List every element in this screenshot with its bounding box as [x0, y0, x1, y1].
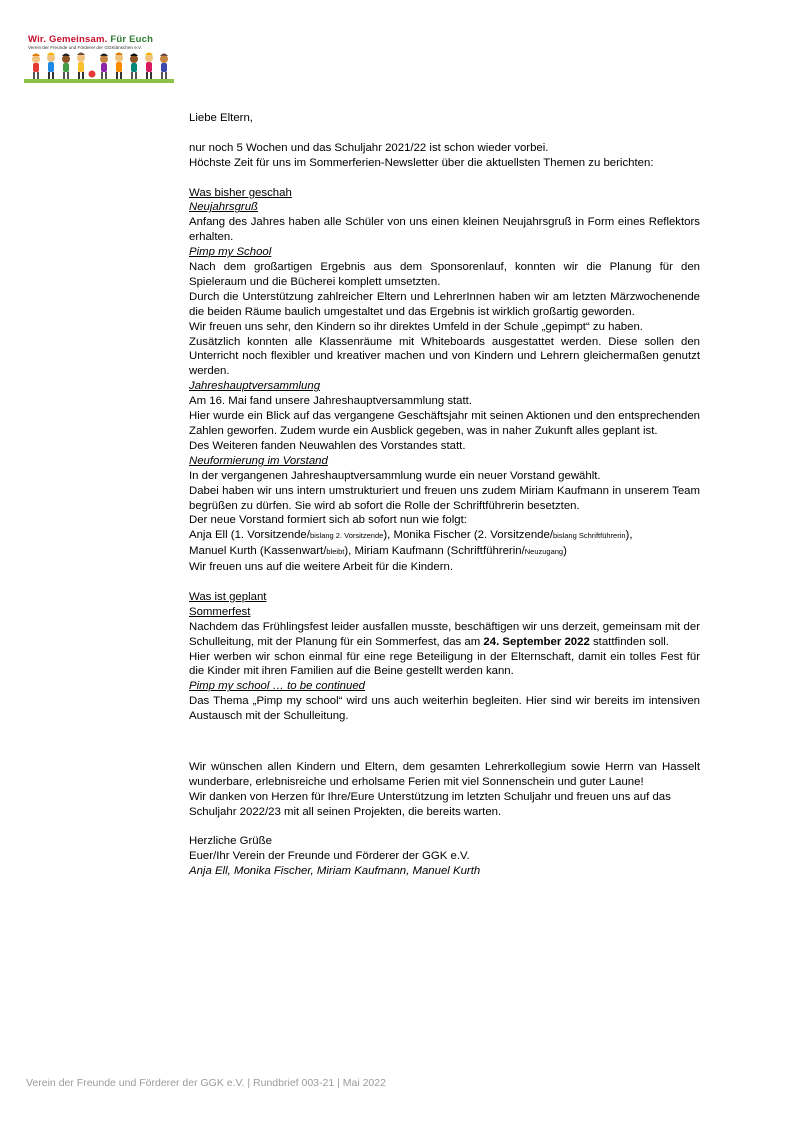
child-6: [115, 53, 123, 80]
sommerfest-text-b: stattfinden soll.: [592, 635, 669, 648]
intro-line-1: nur noch 5 Wochen und das Schuljahr 2021/22 ist schon wieder vorbei.: [189, 141, 549, 154]
logo-title-part2: Für Euch: [110, 34, 154, 45]
children-illustration: [24, 50, 174, 84]
page-footer: Verein der Freunde und Förderer der GGK e.V. | Rundbrief 003-21 | Mai 2022: [26, 1077, 386, 1089]
logo-title-part1: Wir. Gemeinsam.: [28, 34, 108, 45]
child-7: [130, 54, 138, 80]
paragraph-neu-2: Dabei haben wir uns intern umstrukturiert und freuen uns zudem Miriam Kaufmann in unserem Team begrüßen zu dürfen. Sie wird ab sofort die Rolle der Schriftführerin besetzten.: [189, 484, 700, 512]
board-member-kaufmann: Miriam Kaufmann (Schriftführerin/: [354, 545, 525, 558]
board-sep-4: ): [563, 545, 567, 558]
greeting: Herzliche Grüße: [189, 835, 272, 848]
paragraph-jhv-1: Am 16. Mai fand unsere Jahreshauptversammlung statt.: [189, 395, 473, 408]
paragraph-jhv-2: Hier wurde ein Blick auf das vergangene Geschäftsjahr mit seinen Aktionen und den entsprechenden Zahlen geworfen. Zudem wurde ein Ausblick gegeben, was in naher Zukunft alles geplant ist.: [189, 410, 700, 437]
child-2: [47, 53, 55, 80]
child-9: [160, 54, 168, 80]
intro-line-2: Höchste Zeit für uns im Sommerferien-Newsletter über die aktuellsten Themen zu berichten:: [189, 156, 654, 169]
subheading-jahreshauptversammlung: Jahreshauptversammlung: [189, 380, 321, 393]
board-member-kurth: Manuel Kurth (Kassenwart/: [189, 545, 327, 558]
subheading-to-be-continued: Pimp my school … to be continued: [189, 680, 366, 693]
board-member-fischer: Monika Fischer (2. Vorsitzende/: [393, 529, 553, 542]
paragraph-neujahrsgruss: Anfang des Jahres haben alle Schüler von uns einen kleinen Neujahrsgruß in Form eines Reflektors erhalten.: [189, 216, 700, 244]
board-note-fischer: bislang Schriftführerin: [553, 531, 626, 541]
subheading-pimp-my-school: Pimp my School: [189, 246, 272, 259]
paragraph-continued: Das Thema „Pimp my school“ wird uns auch weiterhin begleiten. Hier sind wir bereits im intensiven Austausch mit der Schulleitung.: [189, 695, 700, 723]
child-5: [100, 54, 108, 80]
child-1: [32, 54, 40, 80]
paragraph-neu-3: Der neue Vorstand formiert sich ab sofort nun wie folgt:: [189, 514, 467, 527]
subheading-neuformierung: Neuformierung im Vorstand: [189, 454, 328, 467]
section-heading-plan: Was ist geplant: [189, 590, 267, 603]
closing-paragraph-2: Wir danken von Herzen für Ihre/Eure Unterstützung im letzten Schuljahr und freuen uns auf das Schuljahr 2022/23 mit all seinen Projekten, die bereits warten.: [189, 790, 671, 818]
board-note-ell: bislang 2. Vorsitzende: [309, 531, 384, 541]
signatures: Anja Ell, Monika Fischer, Miriam Kaufmann, Manuel Kurth: [189, 865, 481, 878]
paragraph-pimp-4: Zusätzlich konnten alle Klassenräume mit Whiteboards ausgestattet werden. Diese sollen den Unterricht noch flexibler und kreativer machen und von Kindern und Lehrern gleichermaßen genutzt werden.: [189, 335, 700, 378]
paragraph-pimp-2: Durch die Unterstützung zahlreicher Eltern und LehrerInnen haben wir am letzten Märzwochenende die beiden Räume baulich umgestaltet und das Ergebnis ist wirklich großartig geworden.: [189, 290, 700, 318]
logo-title: [28, 34, 153, 45]
association-logo: [24, 34, 174, 84]
board-sep-3: ),: [344, 545, 355, 558]
closing-paragraph-1: Wir wünschen allen Kindern und Eltern, dem gesamten Lehrerkollegium sowie Herrn van Hasselt wunderbare, erlebnisreiche und erholsame Ferien mit viel Sonnenschein und guter Laune!: [189, 760, 700, 788]
child-3: [62, 54, 70, 80]
grass-strip: [24, 79, 174, 83]
board-note-kaufmann: Neuzugang: [524, 547, 564, 557]
child-8: [145, 53, 153, 80]
paragraph-sommerfest-1: [189, 620, 700, 650]
salutation: Liebe Eltern,: [189, 112, 253, 124]
letter-body: [189, 111, 700, 879]
board-note-kurth: bleibt: [326, 547, 345, 557]
paragraph-sommerfest-2: Hier werben wir schon einmal für eine rege Beteiligung in der Elternschaft, damit ein tolles Fest für die Kinder mit ihren Familien auf die Beine gestellt werden kann.: [189, 650, 700, 678]
section-heading-past: Was bisher geschah: [189, 186, 292, 199]
sommerfest-text-a: Nachdem das Frühlingsfest leider ausfallen musste, beschäftigen wir uns derzeit, gemeinsam mit der Schulleitung, mit der Planung für ein Sommerfest, das am: [189, 620, 700, 648]
ball: [89, 71, 96, 78]
board-sep-2: ),: [625, 529, 633, 542]
board-member-ell: Anja Ell (1. Vorsitzende/: [189, 529, 310, 542]
paragraph-pimp-3: Wir freuen uns sehr, den Kindern so ihr direktes Umfeld in der Schule „gepimpt“ zu haben.: [189, 320, 643, 333]
child-4: [77, 53, 85, 80]
paragraph-neu-4: Wir freuen uns auf die weitere Arbeit für die Kindern.: [189, 561, 454, 574]
board-sep-1: ),: [383, 529, 394, 542]
paragraph-pimp-1: Nach dem großartigen Ergebnis aus dem Sponsorenlauf, konnten wir die Planung für den Spieleraum und die Bücherei komplett umsetzten.: [189, 261, 700, 288]
board-members-list: [189, 528, 700, 560]
logo-subtitle: Verein der Freunde und Förderer der GGKlänschen e.V.: [28, 45, 142, 50]
sommerfest-date: 24. September 2022: [483, 635, 590, 648]
association-name: Euer/Ihr Verein der Freunde und Förderer der GGK e.V.: [189, 850, 470, 863]
paragraph-neu-1: In der vergangenen Jahreshauptversammlung wurde ein neuer Vorstand gewählt.: [189, 469, 601, 482]
subheading-sommerfest: Sommerfest: [189, 605, 251, 618]
paragraph-jhv-3: Des Weiteren fanden Neuwahlen des Vorstandes statt.: [189, 439, 466, 452]
subheading-neujahrsgruss: Neujahrsgruß: [189, 201, 259, 214]
